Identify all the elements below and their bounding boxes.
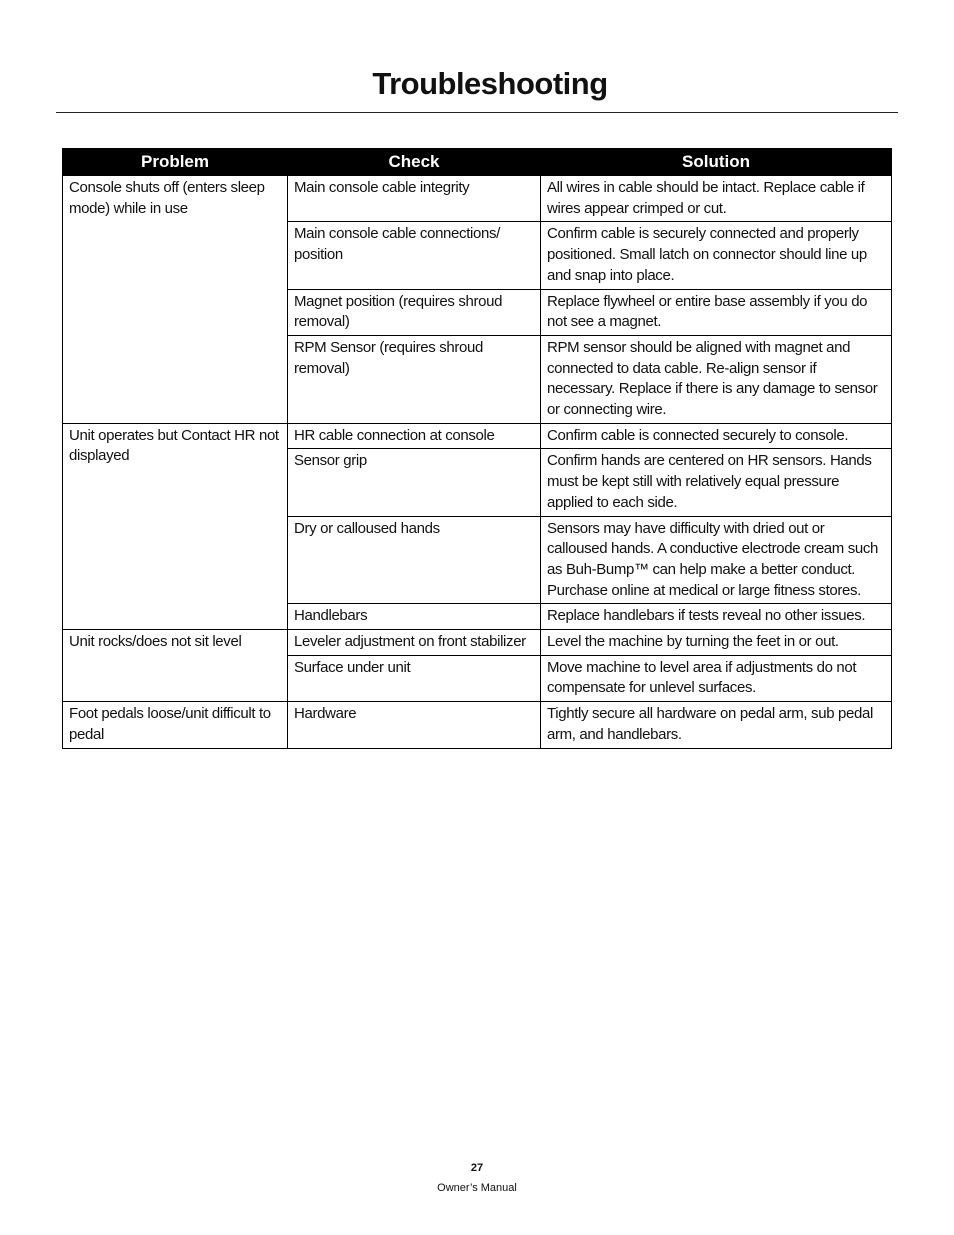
solution-cell: Move machine to level area if adjustments do not compensate for unlevel surfaces. bbox=[541, 655, 892, 701]
problem-cell: Console shuts off (enters sleep mode) while in use bbox=[63, 176, 288, 424]
table-row bbox=[63, 702, 892, 748]
check-cell: Main console cable connections/ position bbox=[288, 222, 541, 289]
table-header-row bbox=[63, 149, 892, 176]
solution-cell: Confirm hands are centered on HR sensors. Hands must be kept still with relatively equal pressure applied to each side. bbox=[541, 449, 892, 516]
check-cell: Sensor grip bbox=[288, 449, 541, 516]
check-cell: Dry or calloused hands bbox=[288, 516, 541, 604]
check-cell: Surface under unit bbox=[288, 655, 541, 701]
problem-cell: Foot pedals loose/unit difficult to pedal bbox=[63, 702, 288, 748]
title-divider bbox=[56, 112, 898, 113]
table-row bbox=[63, 630, 892, 656]
problem-cell: Unit operates but Contact HR not displayed bbox=[63, 423, 288, 629]
check-cell: HR cable connection at console bbox=[288, 423, 541, 449]
table-row bbox=[63, 176, 892, 222]
footer-label: Owner’s Manual bbox=[437, 1182, 517, 1194]
solution-cell: Level the machine by turning the feet in or out. bbox=[541, 630, 892, 656]
page-number: 27 bbox=[470, 1162, 484, 1174]
solution-cell: Replace handlebars if tests reveal no other issues. bbox=[541, 604, 892, 630]
solution-cell: Confirm cable is securely connected and properly positioned. Small latch on connector should line up and snap into place. bbox=[541, 222, 892, 289]
table-row bbox=[63, 423, 892, 449]
check-cell: RPM Sensor (requires shroud removal) bbox=[288, 335, 541, 423]
check-cell: Hardware bbox=[288, 702, 541, 748]
problem-cell: Unit rocks/does not sit level bbox=[63, 630, 288, 702]
solution-cell: RPM sensor should be aligned with magnet and connected to data cable. Re-align sensor if necessary. Replace if there is any damage to sensor or connecting wire. bbox=[541, 335, 892, 423]
header-check: Check bbox=[288, 149, 541, 176]
check-cell: Leveler adjustment on front stabilizer bbox=[288, 630, 541, 656]
solution-cell: Tightly secure all hardware on pedal arm, sub pedal arm, and handlebars. bbox=[541, 702, 892, 748]
solution-cell: Replace flywheel or entire base assembly if you do not see a magnet. bbox=[541, 289, 892, 335]
header-problem: Problem bbox=[63, 149, 288, 176]
troubleshooting-table bbox=[62, 148, 892, 749]
solution-cell: Sensors may have difficulty with dried out or calloused hands. A conductive electrode cream such as Buh-Bump™ can help make a better conduct. Purchase online at medical or large fitness stores. bbox=[541, 516, 892, 604]
page-title: Troubleshooting bbox=[372, 66, 608, 101]
check-cell: Handlebars bbox=[288, 604, 541, 630]
solution-cell: All wires in cable should be intact. Replace cable if wires appear crimped or cut. bbox=[541, 176, 892, 222]
header-solution: Solution bbox=[541, 149, 892, 176]
check-cell: Main console cable integrity bbox=[288, 176, 541, 222]
check-cell: Magnet position (requires shroud removal) bbox=[288, 289, 541, 335]
solution-cell: Confirm cable is connected securely to console. bbox=[541, 423, 892, 449]
